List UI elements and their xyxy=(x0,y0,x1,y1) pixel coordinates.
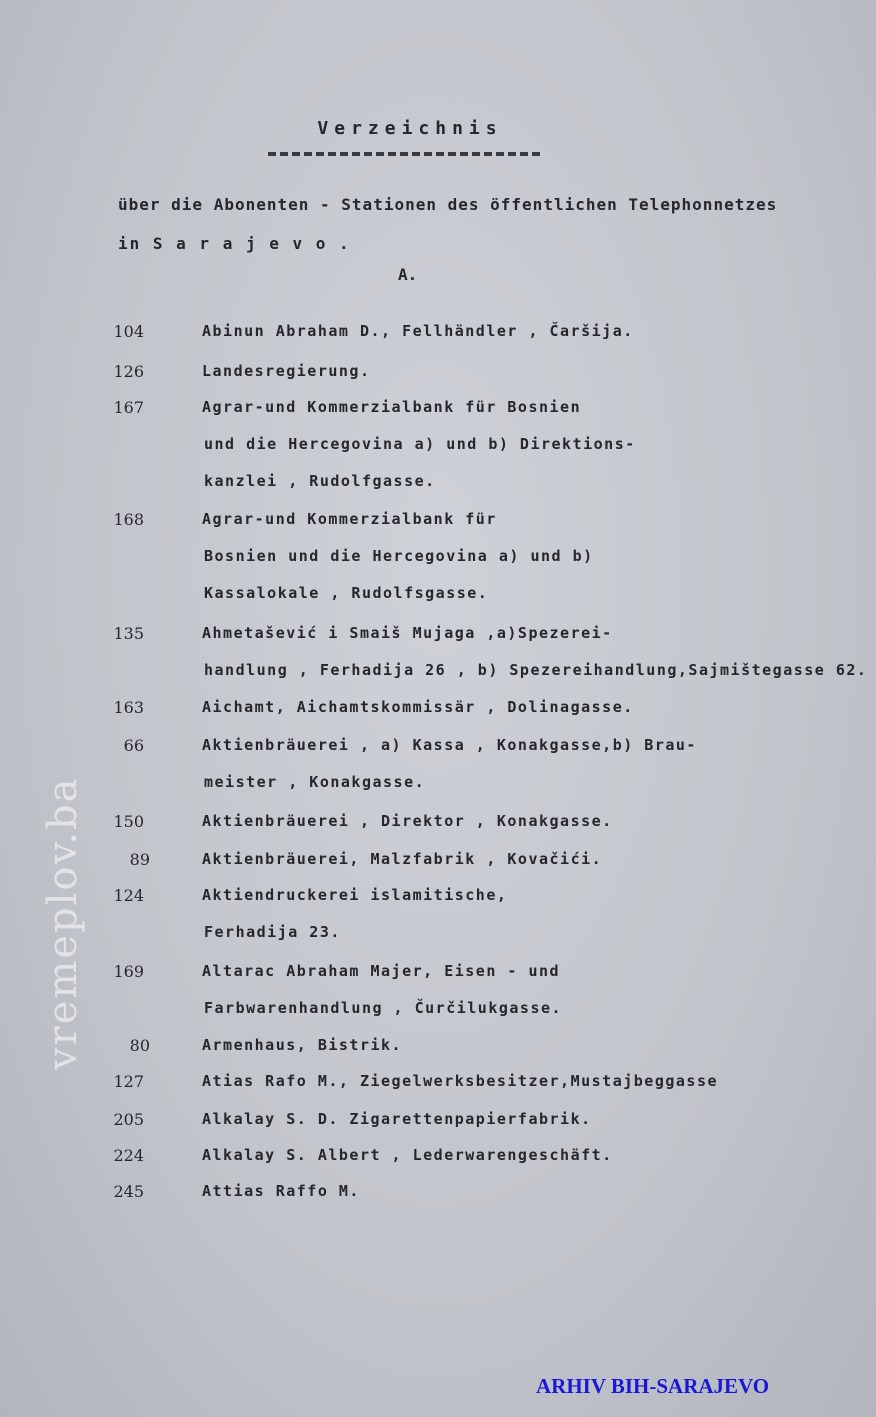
subscriber-number: 224 xyxy=(113,1146,144,1165)
subscriber-text-line: Alkalay S. D. Zigarettenpapierfabrik. xyxy=(202,1110,592,1128)
subscriber-text-line: Altarac Abraham Majer, Eisen - und xyxy=(202,962,561,980)
intro-line-1: über die Abonenten - Stationen des öffentlichen Telephonnetzes xyxy=(118,195,778,214)
subscriber-number: 80 xyxy=(129,1036,150,1055)
subscriber-number: 167 xyxy=(113,398,144,417)
section-letter: A. xyxy=(398,265,418,284)
subscriber-text-line: Aktienbräuerei , Direktor , Konakgasse. xyxy=(202,812,613,830)
subscriber-text-line: Abinun Abraham D., Fellhändler , Čaršija. xyxy=(202,322,634,340)
subscriber-text-line: Aktiendruckerei islamitische, xyxy=(202,886,508,904)
subscriber-text-line: Ahmetašević i Smaiš Mujaga ,a)Spezerei- xyxy=(202,624,613,642)
subscriber-text-line: Aktienbräuerei , a) Kassa , Konakgasse,b) Brau- xyxy=(202,736,697,754)
title-underline xyxy=(268,152,540,156)
subscriber-text-line: Aktienbräuerei, Malzfabrik , Kovačići. xyxy=(202,850,603,868)
subscriber-text-line: Aichamt, Aichamtskommissär , Dolinagasse. xyxy=(202,698,634,716)
subscriber-number: 89 xyxy=(129,850,150,869)
subscriber-text-line: handlung , Ferhadija 26 , b) Spezereihandlung,Sajmištegasse 62. xyxy=(204,661,868,679)
document-title: Verzeichnis xyxy=(317,118,503,139)
subscriber-text-line: Atias Rafo M., Ziegelwerksbesitzer,Mustajbeggasse xyxy=(202,1072,719,1090)
subscriber-text-line: Ferhadija 23. xyxy=(204,923,341,941)
subscriber-text-line: Agrar-und Kommerzialbank für xyxy=(202,510,497,528)
subscriber-text-line: Kassalokale , Rudolfsgasse. xyxy=(204,584,489,602)
subscriber-number: 169 xyxy=(113,962,144,981)
subscriber-number: 205 xyxy=(113,1110,144,1129)
archive-label: ARHIV BIH-SARAJEVO xyxy=(536,1374,770,1398)
subscriber-text-line: kanzlei , Rudolfgasse. xyxy=(204,472,436,490)
subscriber-text-line: Bosnien und die Hercegovina a) und b) xyxy=(204,547,594,565)
subscriber-text-line: meister , Konakgasse. xyxy=(204,773,426,791)
intro-line-2: in S a r a j e v o . xyxy=(118,234,351,253)
subscriber-number: 168 xyxy=(113,510,144,529)
subscriber-number: 127 xyxy=(113,1072,144,1091)
subscriber-number: 124 xyxy=(113,886,144,905)
subscriber-text-line: Attias Raffo M. xyxy=(202,1182,360,1200)
watermark: vremeplov.ba xyxy=(40,776,86,1070)
subscriber-number: 135 xyxy=(113,624,144,643)
subscriber-text-line: Agrar-und Kommerzialbank für Bosnien xyxy=(202,398,582,416)
subscriber-number: 66 xyxy=(123,736,144,755)
subscriber-number: 126 xyxy=(113,362,144,381)
subscriber-text-line: und die Hercegovina a) und b) Direktions- xyxy=(204,435,636,453)
subscriber-number: 150 xyxy=(113,812,144,831)
subscriber-number: 245 xyxy=(113,1182,144,1201)
subscriber-text-line: Farbwarenhandlung , Čurčilukgasse. xyxy=(204,999,563,1017)
subscriber-number: 104 xyxy=(113,322,144,341)
subscriber-text-line: Armenhaus, Bistrik. xyxy=(202,1036,403,1054)
subscriber-text-line: Landesregierung. xyxy=(202,362,371,380)
subscriber-text-line: Alkalay S. Albert , Lederwarengeschäft. xyxy=(202,1146,613,1164)
subscriber-number: 163 xyxy=(113,698,144,717)
